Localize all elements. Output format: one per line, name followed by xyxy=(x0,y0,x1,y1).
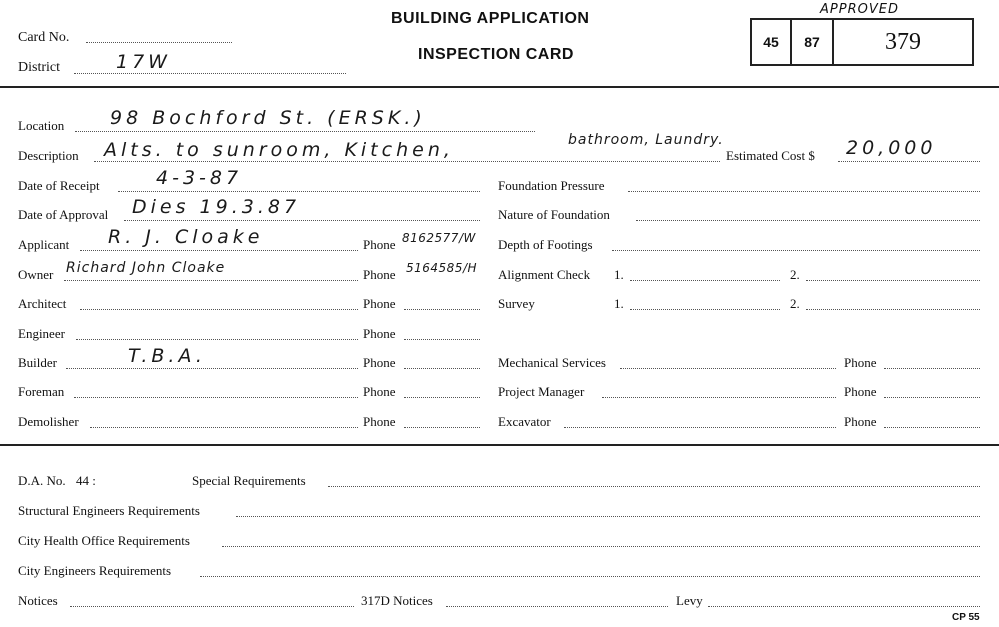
levy-label: Levy xyxy=(676,593,703,608)
form-code: CP 55 xyxy=(952,612,980,623)
project-manager-label: Project Manager xyxy=(498,384,585,399)
foreman-line xyxy=(74,397,358,398)
applicant-label: Applicant xyxy=(18,237,70,252)
engineer-label: Engineer xyxy=(18,326,65,341)
builder-phone-line xyxy=(404,368,480,369)
nature-foundation-label: Nature of Foundation xyxy=(498,207,610,222)
foreman-phone-label: Phone xyxy=(363,384,396,399)
architect-line xyxy=(80,309,358,310)
alignment-check-num1: 1. xyxy=(614,267,624,282)
builder-line xyxy=(66,368,358,369)
demolisher-label: Demolisher xyxy=(18,414,79,429)
owner-phone-value: 5164585/H xyxy=(406,261,478,275)
owner-line xyxy=(64,280,358,281)
survey-label: Survey xyxy=(498,296,535,311)
city-health-label: City Health Office Requirements xyxy=(18,533,190,548)
location-line xyxy=(75,131,535,132)
description-line xyxy=(94,161,720,162)
date-approval-value: Dies 19.3.87 xyxy=(132,196,301,218)
notices-317d-line xyxy=(446,606,668,607)
description-extra: bathroom, Laundry. xyxy=(568,132,724,148)
estimated-cost-label: Estimated Cost $ xyxy=(726,148,815,163)
engineer-line xyxy=(76,339,358,340)
number-cell-1: 45 xyxy=(763,34,779,50)
architect-label: Architect xyxy=(18,296,67,311)
date-approval-line xyxy=(124,220,480,221)
description-label: Description xyxy=(18,148,79,163)
engineer-phone-label: Phone xyxy=(363,326,396,341)
foundation-pressure-label: Foundation Pressure xyxy=(498,178,605,193)
title-line2: INSPECTION CARD xyxy=(418,46,574,63)
structural-engineers-line xyxy=(236,516,980,517)
estimated-cost-line xyxy=(838,161,980,162)
demolisher-phone-label: Phone xyxy=(363,414,396,429)
demolisher-phone-line xyxy=(404,427,480,428)
district-value: 17W xyxy=(116,51,171,73)
architect-phone-line xyxy=(404,309,480,310)
card-number-box xyxy=(750,18,974,66)
survey-line1 xyxy=(630,309,780,310)
project-manager-phone-line xyxy=(884,397,980,398)
location-label: Location xyxy=(18,118,65,133)
mechanical-services-line xyxy=(620,368,836,369)
notices-line xyxy=(70,606,354,607)
survey-num2: 2. xyxy=(790,296,800,311)
card-no-label: Card No. xyxy=(18,30,70,45)
engineer-phone-line xyxy=(404,339,480,340)
special-requirements-line xyxy=(328,486,980,487)
middle-rule xyxy=(0,444,999,446)
city-health-line xyxy=(222,546,980,547)
approved-stamp: APPROVED xyxy=(820,2,899,17)
alignment-check-label: Alignment Check xyxy=(498,267,591,282)
excavator-label: Excavator xyxy=(498,414,551,429)
title-line1: BUILDING APPLICATION xyxy=(391,10,590,27)
foundation-pressure-line xyxy=(628,191,980,192)
number-cell-2: 87 xyxy=(804,34,820,50)
mechanical-services-label: Mechanical Services xyxy=(498,355,606,370)
date-receipt-value: 4-3-87 xyxy=(156,167,243,189)
mechanical-services-phone-line xyxy=(884,368,980,369)
nature-foundation-line xyxy=(636,220,980,221)
alignment-check-line1 xyxy=(630,280,780,281)
builder-phone-label: Phone xyxy=(363,355,396,370)
date-receipt-line xyxy=(118,191,480,192)
builder-label: Builder xyxy=(18,355,57,370)
city-engineers-label: City Engineers Requirements xyxy=(18,563,172,578)
description-value: Alts. to sunroom, Kitchen, xyxy=(104,139,454,161)
excavator-line xyxy=(564,427,836,428)
city-engineers-line xyxy=(200,576,980,577)
applicant-line xyxy=(80,250,358,251)
owner-value: Richard John Cloake xyxy=(66,260,226,276)
owner-label: Owner xyxy=(18,267,54,282)
top-rule xyxy=(0,86,999,88)
project-manager-line xyxy=(602,397,836,398)
district-label: District xyxy=(18,60,60,75)
da-no-value: 44 : xyxy=(76,473,96,488)
architect-phone-label: Phone xyxy=(363,296,396,311)
special-requirements-label: Special Requirements xyxy=(192,473,306,488)
excavator-phone-line xyxy=(884,427,980,428)
notices-label: Notices xyxy=(18,593,58,608)
number-cell-3: 379 xyxy=(885,29,921,55)
date-approval-label: Date of Approval xyxy=(18,207,109,222)
depth-footings-label: Depth of Footings xyxy=(498,237,593,252)
applicant-value: R. J. Cloake xyxy=(108,226,264,248)
location-value: 98 Bochford St. (ERSK.) xyxy=(110,107,426,129)
alignment-check-num2: 2. xyxy=(790,267,800,282)
owner-phone-label: Phone xyxy=(363,267,396,282)
mechanical-services-phone-label: Phone xyxy=(844,355,877,370)
builder-value: T.B.A. xyxy=(128,345,206,367)
levy-line xyxy=(708,606,980,607)
foreman-phone-line xyxy=(404,397,480,398)
structural-engineers-label: Structural Engineers Requirements xyxy=(18,503,200,518)
survey-line2 xyxy=(806,309,980,310)
estimated-cost-value: 20,000 xyxy=(846,137,937,159)
card-no-line xyxy=(86,42,232,43)
excavator-phone-label: Phone xyxy=(844,414,877,429)
survey-num1: 1. xyxy=(614,296,624,311)
notices-317d-label: 317D Notices xyxy=(361,593,433,608)
da-no-label: D.A. No. xyxy=(18,473,66,488)
foreman-label: Foreman xyxy=(18,384,65,399)
applicant-phone-value: 8162577/W xyxy=(402,231,476,245)
district-line xyxy=(74,73,346,74)
project-manager-phone-label: Phone xyxy=(844,384,877,399)
alignment-check-line2 xyxy=(806,280,980,281)
depth-footings-line xyxy=(612,250,980,251)
demolisher-line xyxy=(90,427,358,428)
applicant-phone-label: Phone xyxy=(363,237,396,252)
date-receipt-label: Date of Receipt xyxy=(18,178,100,193)
